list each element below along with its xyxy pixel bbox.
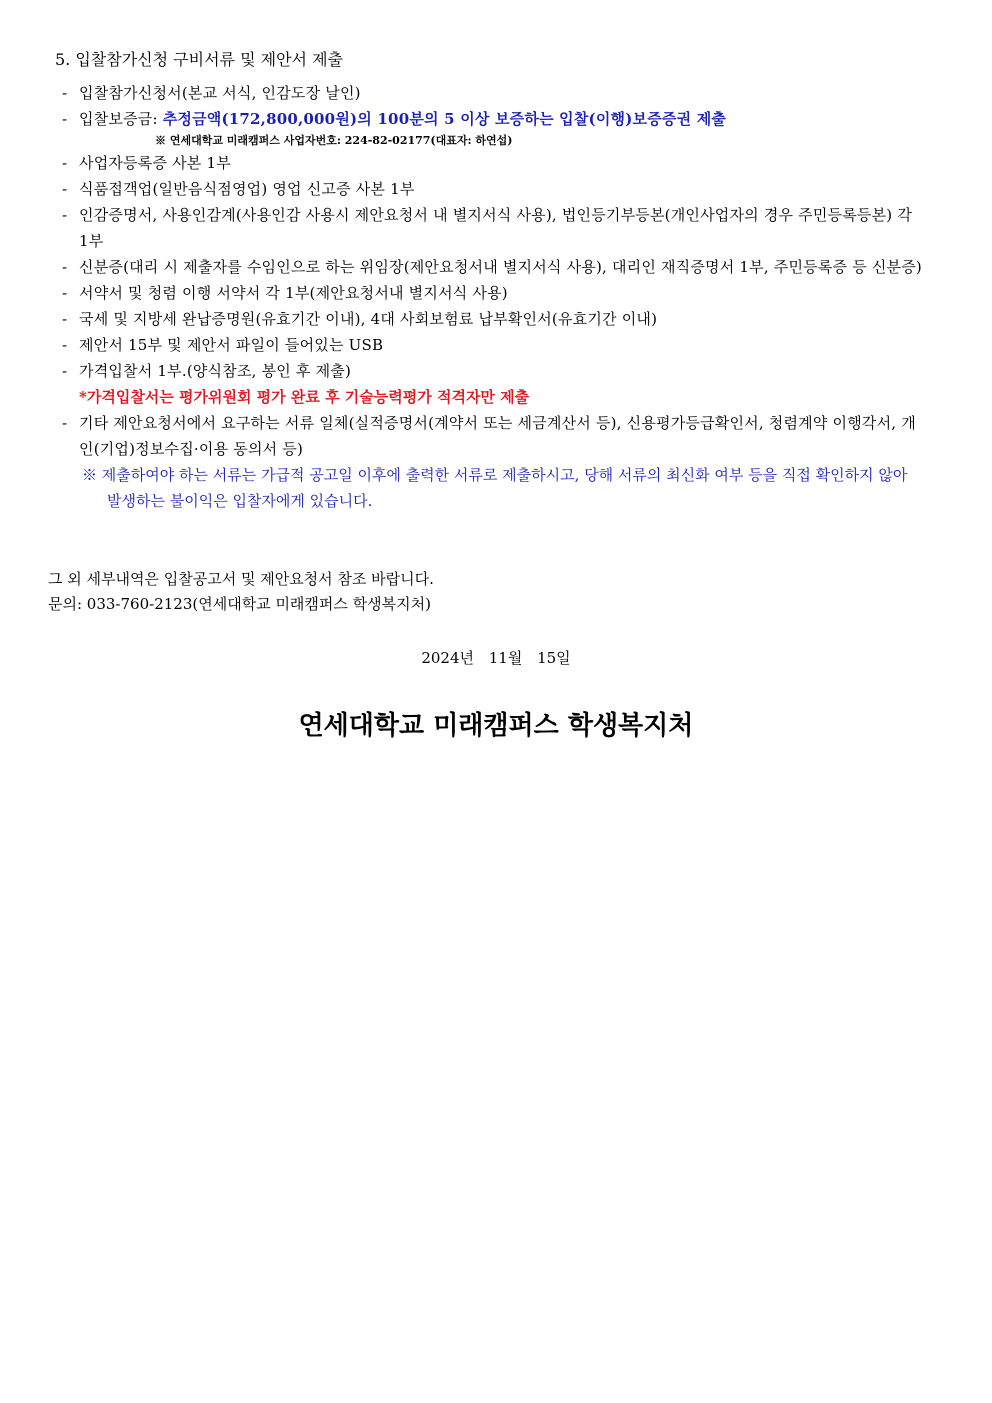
reference-text: 그 외 세부내역은 입찰공고서 및 제안요청서 참조 바랍니다. [48,570,434,588]
list-item [62,306,922,332]
list-item-prefix: 입찰보증금: [79,110,163,128]
list-item-text: 국세 및 지방세 완납증명원(유효기간 이내), 4대 사회보험료 납부확인서(유효기간 이내) [79,310,658,328]
business-number-note: ※ 연세대학교 미래캠퍼스 사업자번호: 224-82-02177(대표자: 하연섭) [155,134,513,147]
list-dash: - [62,414,68,432]
list-item-text: 가격입찰서 1부.(양식참조, 봉인 후 제출) [79,362,352,380]
list-item [62,80,922,106]
list-item-text: 신분증(대리 시 제출자를 수임인으로 하는 위임장(제안요청서내 별지서식 사용), 대리인 재직증명서 1부, 주민등록증 등 신분증) [79,258,922,276]
price-bid-warning: *가격입찰서는 평가위원회 평가 완료 후 기술능력평가 적격자만 제출 [79,388,530,406]
list-item-text: 서약서 및 청렴 이행 서약서 각 1부(제안요청서내 별지서식 사용) [79,284,508,302]
list-dash: - [62,258,68,276]
list-item-text: 식품접객업(일반음식점영업) 영업 신고증 사본 1부 [79,180,415,198]
list-item [62,332,922,358]
list-dash: - [62,180,68,198]
list-dash: - [62,362,68,380]
bid-deposit-highlight: 추정금액(172,800,000원)의 100분의 5 이상 보증하는 입찰(이행)보증증권 제출 [162,110,727,128]
list-item-bid-deposit [62,106,922,132]
submission-notice: ※ 제출하여야 하는 서류는 가급적 공고일 이후에 출력한 서류로 제출하시고, 당해 서류의 최신화 여부 등을 직접 확인하지 않아 발생하는 불이익은 입찰자에게 있습니다. [82,466,908,510]
list-item-text: 제안서 15부 및 제안서 파일이 들어있는 USB [79,336,384,354]
list-item-text: 사업자등록증 사본 1부 [79,154,231,172]
list-item-text: 인감증명서, 사용인감계(사용인감 사용시 제안요청서 내 별지서식 사용), 법인등기부등본(개인사업자의 경우 주민등록등본) 각 1부 [79,206,913,250]
footer-block [48,567,434,617]
list-item [62,176,922,202]
list-item [62,358,922,384]
list-dash: - [62,206,68,224]
organization-name: 연세대학교 미래캠퍼스 학생복지처 [298,711,694,741]
required-documents-list [62,80,922,514]
list-dash: - [62,284,68,302]
list-item [62,254,922,280]
list-item [62,280,922,306]
list-item-text: 입찰참가신청서(본교 서식, 인감도장 날인) [79,84,361,102]
document-date: 2024년 11월 15일 [421,649,571,667]
list-dash: - [62,336,68,354]
list-item-text: 기타 제안요청서에서 요구하는 서류 일체(실적증명서(계약서 또는 세금계산서 등), 신용평가등급확인서, 청렴계약 이행각서, 개인(기업)정보수집·이용 동의서 등) [79,414,916,458]
list-item [62,410,922,462]
list-dash: - [62,310,68,328]
list-dash: - [62,110,68,128]
list-dash: - [62,154,68,172]
list-item [62,150,922,176]
list-dash: - [62,84,68,102]
list-item [62,202,922,254]
contact-text: 문의: 033-760-2123(연세대학교 미래캠퍼스 학생복지처) [48,595,431,613]
section-title: 5. 입찰참가신청 구비서류 및 제안서 제출 [55,50,343,69]
